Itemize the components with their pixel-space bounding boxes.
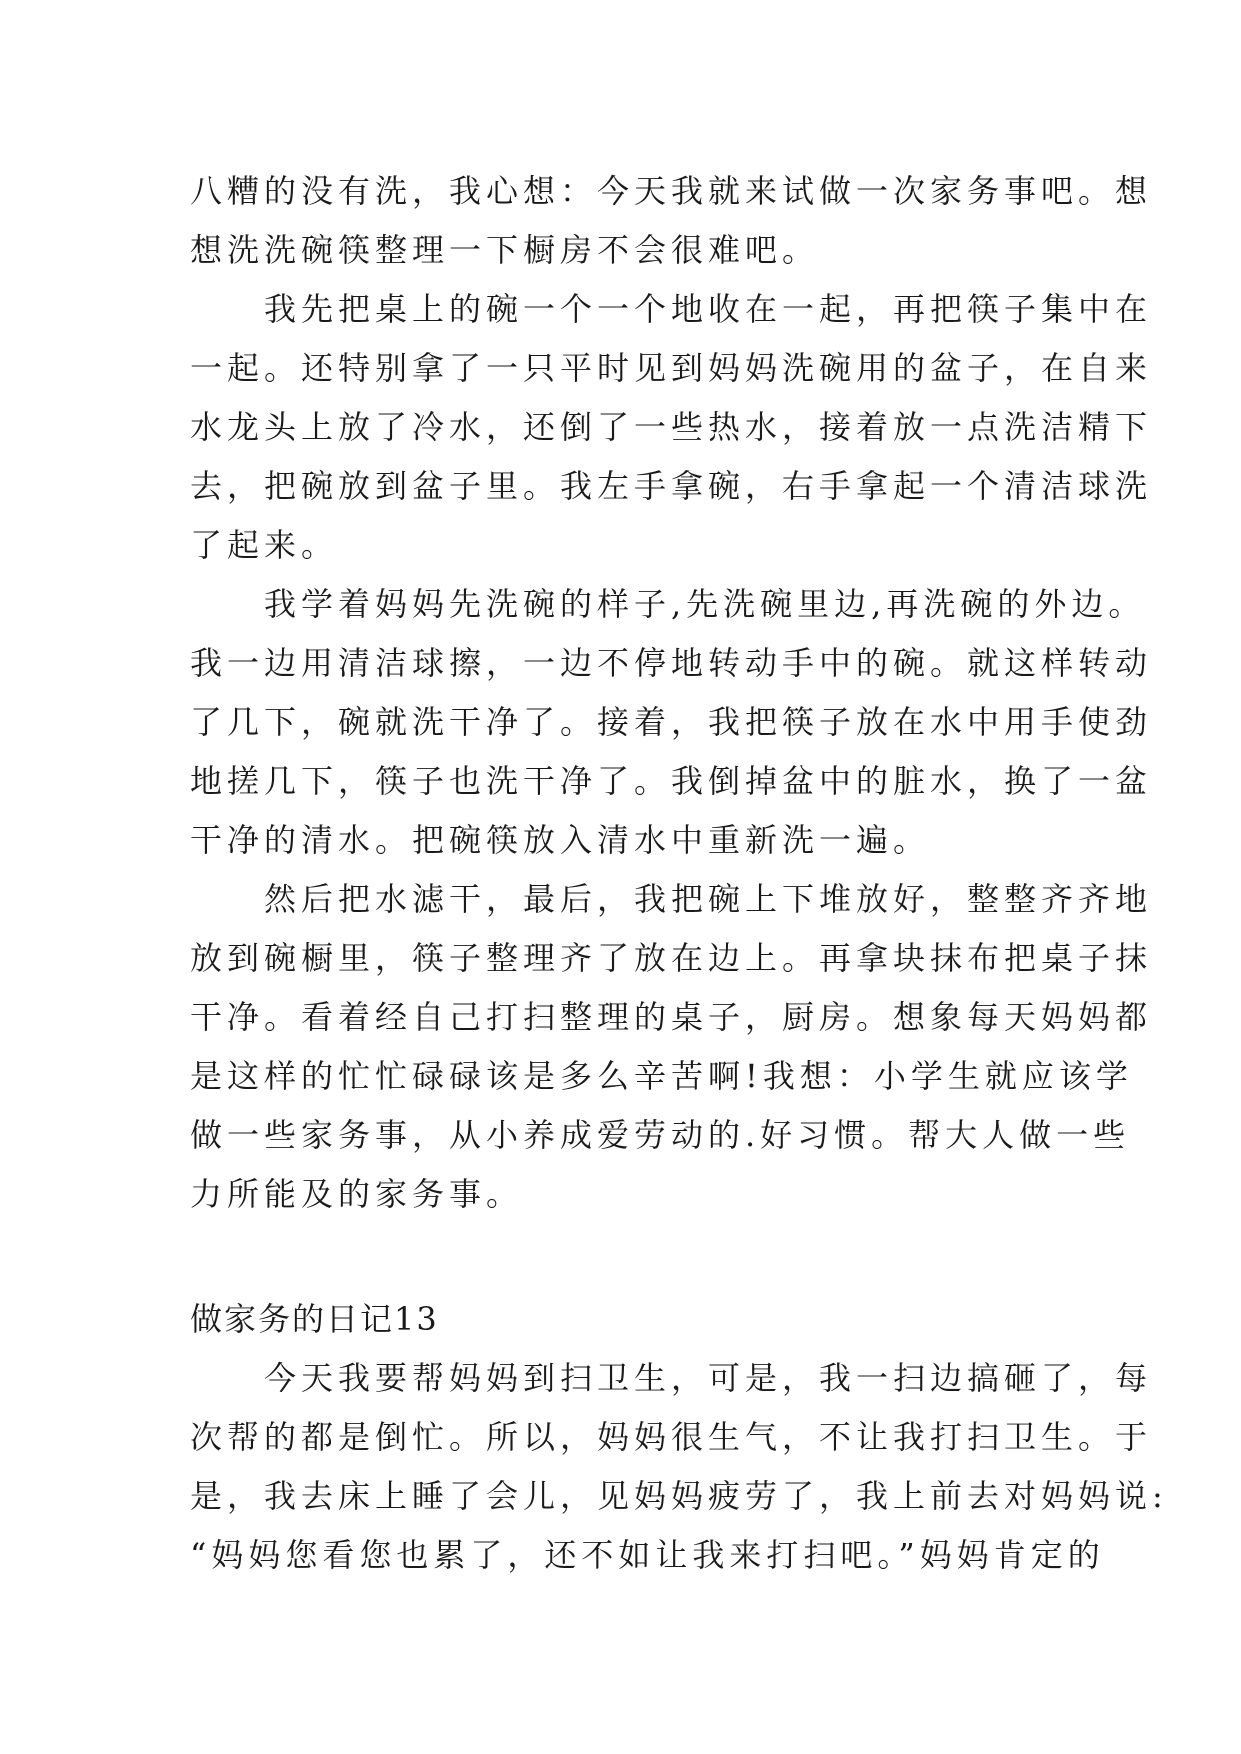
paragraph bbox=[190, 575, 1153, 870]
section-gap bbox=[190, 1224, 1054, 1290]
text-line: 水龙头上放了冷水，还倒了一些热水，接着放一点洗洁精下 bbox=[190, 408, 1153, 446]
text-line: 今天我要帮妈妈到扫卫生，可是，我一扫边搞砸了，每 bbox=[264, 1359, 1153, 1397]
text-line: “妈妈您看您也累了，还不如让我来打扫吧。”妈妈肯定的 bbox=[190, 1536, 1105, 1574]
text-line: 是这样的忙忙碌碌该是多么辛苦啊!我想：小学生就应该学 bbox=[190, 1057, 1133, 1095]
text-line: 地搓几下，筷子也洗干净了。我倒掉盆中的脏水，换了一盆 bbox=[190, 762, 1153, 800]
text-line: 想洗洗碗筷整理一下橱房不会很难吧。 bbox=[190, 231, 820, 269]
text-line: 了起来。 bbox=[190, 526, 339, 564]
section-title: 做家务的日记13 bbox=[190, 1300, 439, 1338]
paragraph bbox=[190, 162, 1153, 280]
text-line: 了几下，碗就洗干净了。接着，我把筷子放在水中用手使劲 bbox=[190, 703, 1153, 741]
text-line: 力所能及的家务事。 bbox=[190, 1175, 524, 1213]
paragraph bbox=[190, 1349, 1168, 1585]
text-line: 八糟的没有洗，我心想：今天我就来试做一次家务事吧。想 bbox=[190, 172, 1153, 210]
text-line: 去，把碗放到盆子里。我左手拿碗，右手拿起一个清洁球洗 bbox=[190, 467, 1153, 505]
text-line: 一起。还特别拿了一只平时见到妈妈洗碗用的盆子，在自来 bbox=[190, 349, 1153, 387]
text-line: 干净。看着经自己打扫整理的桌子，厨房。想象每天妈妈都 bbox=[190, 998, 1153, 1036]
text-line: 我先把桌上的碗一个一个地收在一起，再把筷子集中在 bbox=[264, 290, 1153, 328]
paragraph bbox=[190, 870, 1153, 1224]
text-line: 干净的清水。把碗筷放入清水中重新洗一遍。 bbox=[190, 821, 931, 859]
text-line: 我一边用清洁球擦，一边不停地转动手中的碗。就这样转动 bbox=[190, 644, 1153, 682]
text-line: 我学着妈妈先洗碗的样子,先洗碗里边,再洗碗的外边。 bbox=[264, 585, 1146, 623]
text-line: 是，我去床上睡了会儿，见妈妈疲劳了，我上前去对妈妈说: bbox=[190, 1477, 1168, 1515]
text-line: 次帮的都是倒忙。所以，妈妈很生气，不让我打扫卫生。于 bbox=[190, 1418, 1153, 1456]
text-line: 做一些家务事，从小养成爱劳动的.好习惯。帮大人做一些 bbox=[190, 1116, 1131, 1154]
document-body bbox=[190, 162, 1168, 1585]
paragraph bbox=[190, 280, 1153, 575]
text-line: 然后把水滤干，最后，我把碗上下堆放好，整整齐齐地 bbox=[264, 880, 1153, 918]
text-line: 放到碗橱里，筷子整理齐了放在边上。再拿块抹布把桌子抹 bbox=[190, 939, 1153, 977]
